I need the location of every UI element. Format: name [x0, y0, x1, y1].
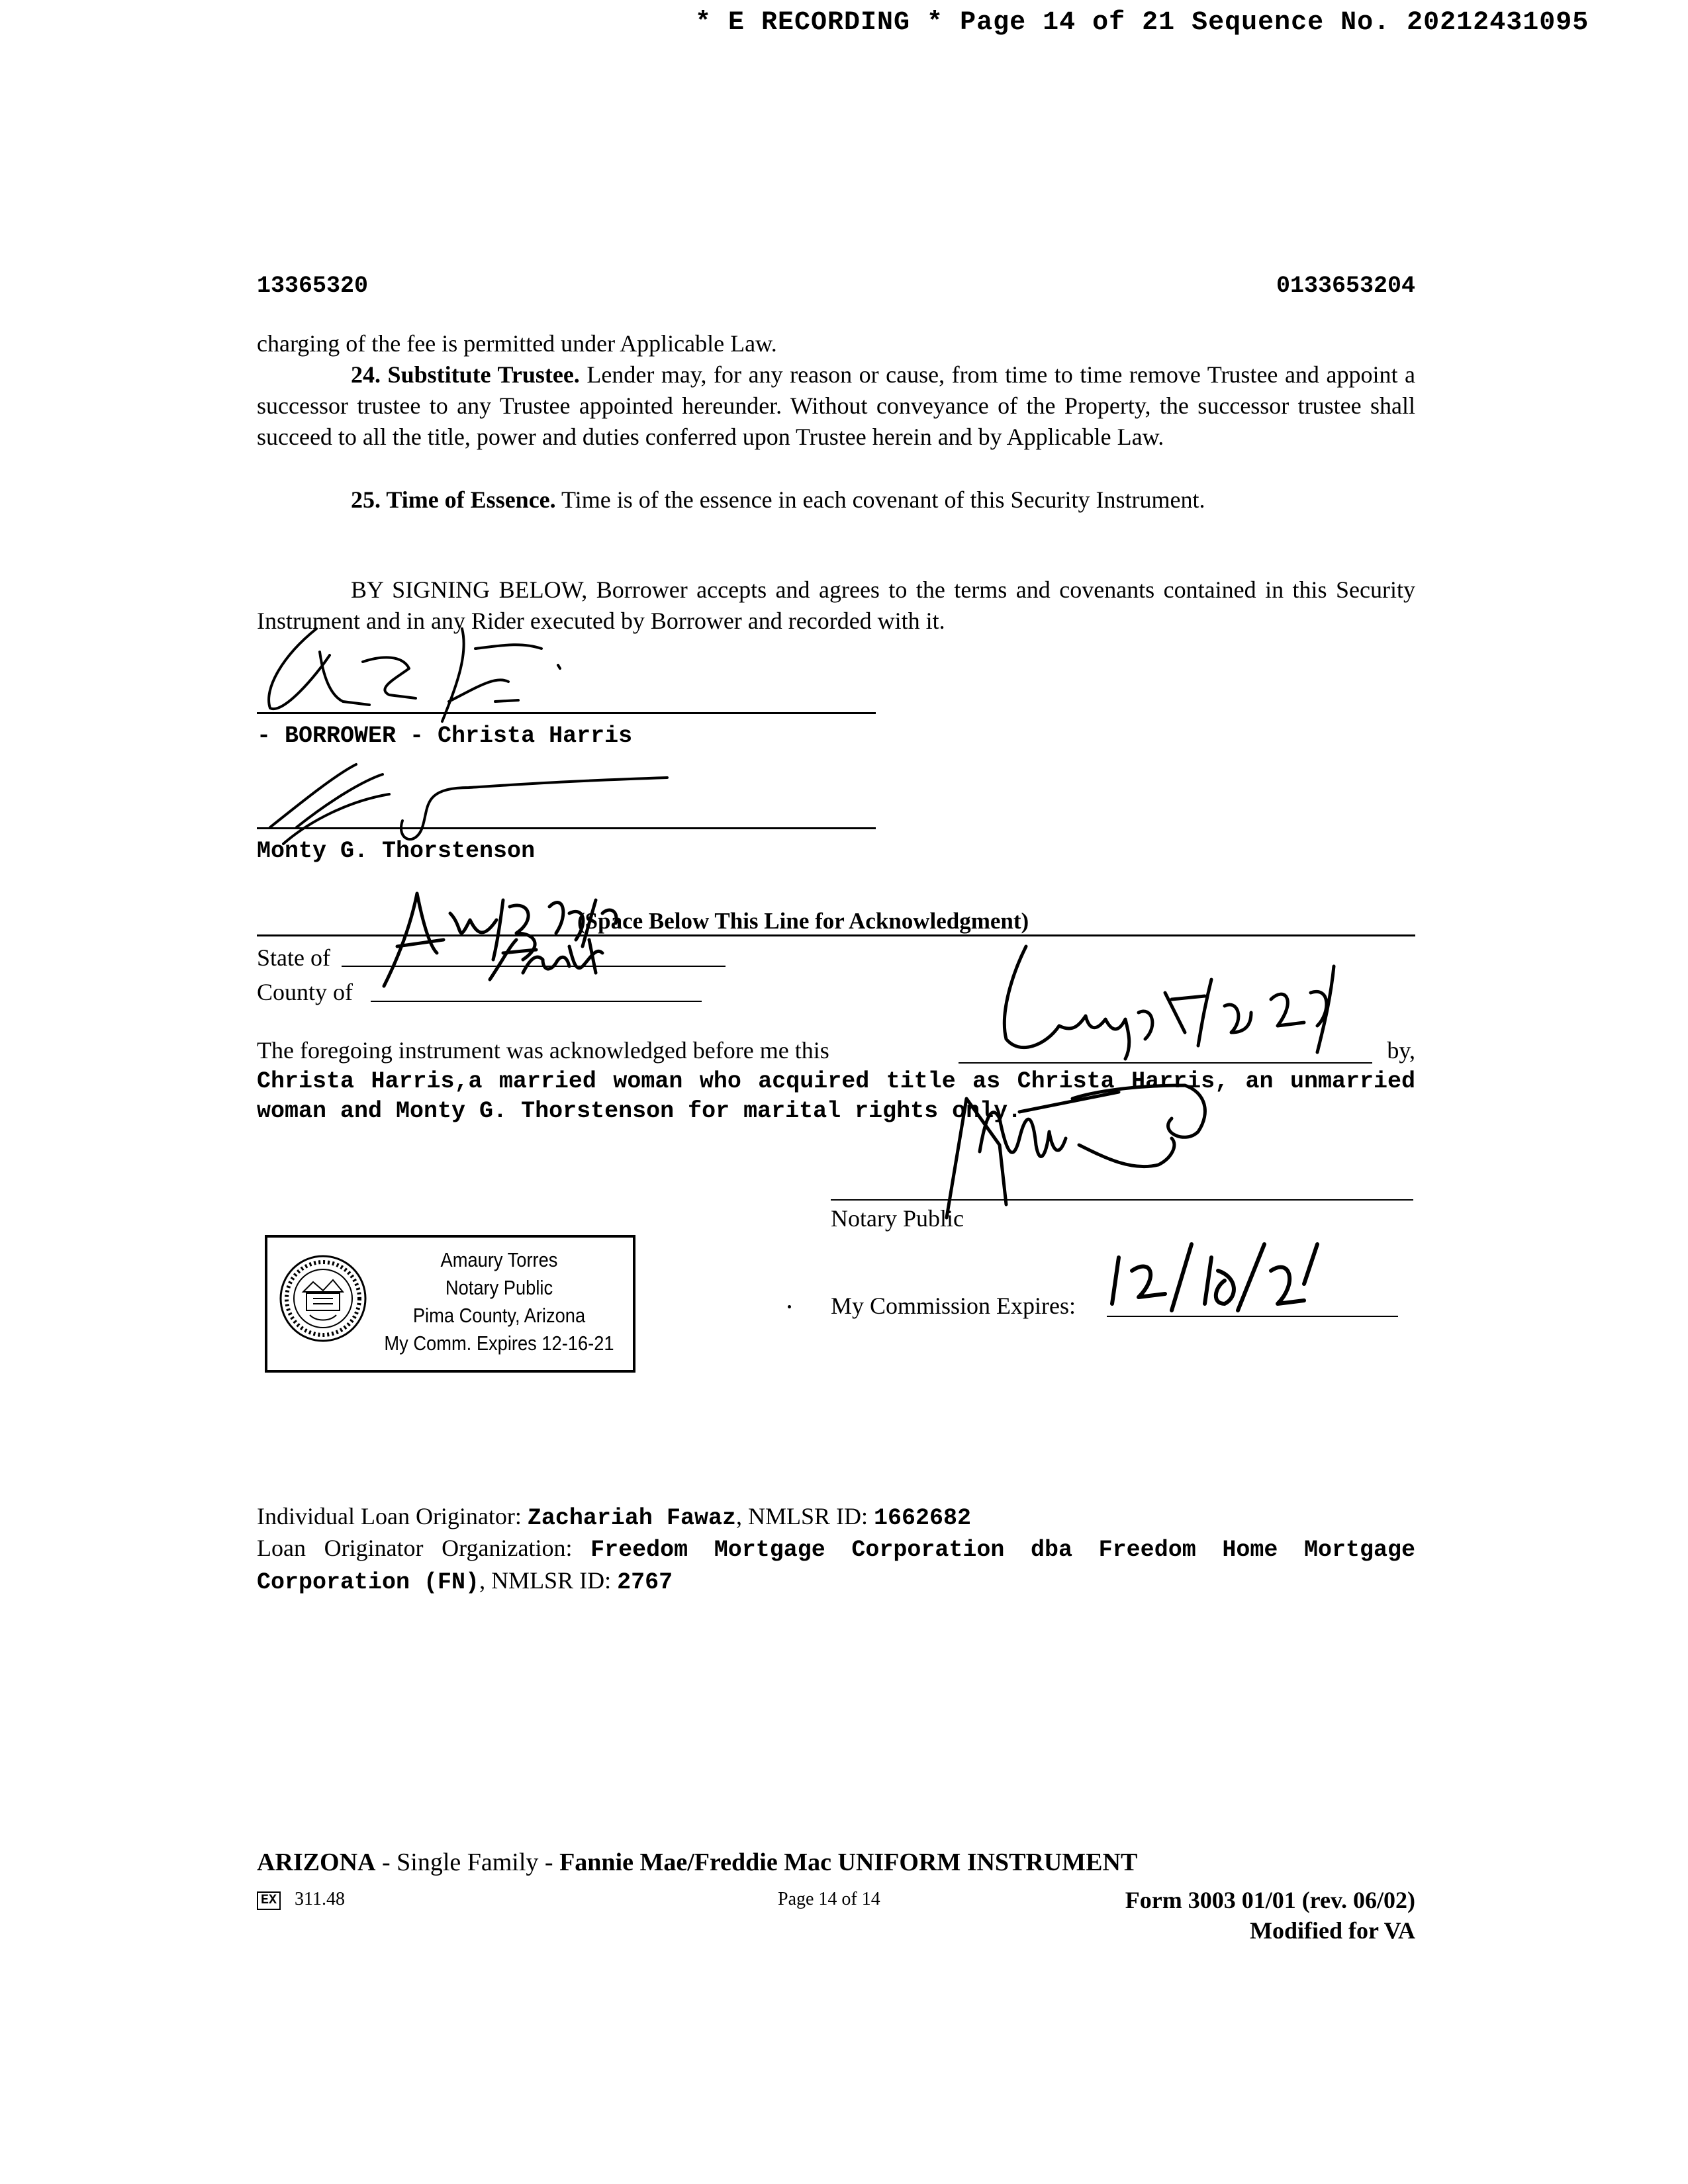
- signing-statement: BY SIGNING BELOW, Borrower accepts and agrees to the terms and covenants contained in this Security Instrument and in any Rider executed by Borrower and recorded with it.: [257, 576, 1415, 634]
- individual-originator-name: Zachariah Fawaz: [527, 1505, 736, 1531]
- individual-nmlsr-label: , NMLSR ID:: [735, 1503, 874, 1529]
- borrower1-signature: [257, 615, 720, 735]
- stray-dot: [788, 1305, 791, 1308]
- org-nmlsr-label: , NMLSR ID:: [479, 1567, 618, 1594]
- section-24-title: 24. Substitute Trustee.: [351, 361, 580, 388]
- acknowledgment-date-handwriting: [973, 940, 1383, 1066]
- footer-type: - Single Family -: [375, 1848, 560, 1876]
- section-25: [257, 484, 1415, 516]
- notary-stamp: [265, 1235, 635, 1373]
- footer-form: [1125, 1885, 1415, 1946]
- recording-header: * E RECORDING * Page 14 of 21 Sequence No. 20212431095: [695, 8, 1589, 38]
- individual-nmlsr-id: 1662682: [874, 1505, 972, 1531]
- section-25-text: Time is of the essence in each covenant of this Security Instrument.: [555, 486, 1205, 513]
- borrower1-label: - BORROWER - Christa Harris: [257, 723, 633, 749]
- commission-date-handwriting: [1105, 1218, 1344, 1324]
- loan-number-left: 13365320: [257, 273, 369, 299]
- section-24: [257, 359, 1415, 453]
- acknowledgment-divider-text: (Space Below This Line for Acknowledgment): [577, 908, 1029, 934]
- section-25-title: 25. Time of Essence.: [351, 486, 556, 513]
- org-name: Freedom Mortgage Corporation dba Freedom Home Mortgage Corporation (FN): [257, 1537, 1415, 1596]
- continuation-text: charging of the fee is permitted under Applicable Law.: [257, 330, 777, 357]
- section-24-text: Lender may, for any reason or cause, from time to time remove Trustee and appoint a successor trustee to any Trustee appointed hereunder. Without conveyance of the Property, the successor trustee shall succeed to all the title, power and duties conferred upon Trustee herein and by Applicable Law.: [257, 361, 1416, 450]
- acknowledged-prefix: The foregoing instrument was acknowledged before me this: [257, 1037, 829, 1064]
- stamp-expires: My Comm. Expires 12-16-21: [384, 1332, 614, 1355]
- state-label: State of: [257, 944, 330, 971]
- footer-code-number: 311.48: [295, 1889, 345, 1909]
- loan-number-right: 0133653204: [1276, 273, 1415, 299]
- arizona-state-seal-icon: [277, 1252, 369, 1345]
- stamp-county: Pima County, Arizona: [412, 1304, 586, 1327]
- footer-code: [257, 1889, 345, 1910]
- county-label: County of: [257, 979, 353, 1005]
- footer-state: ARIZONA: [257, 1848, 376, 1876]
- acknowledged-parties: Christa Harris,a married woman who acquired title as Christa Harris, an unmarried woman and Monty G. Thorstenson for marital rights only.: [257, 1068, 1415, 1124]
- state-county-handwriting: [371, 874, 688, 1006]
- individual-originator-label: Individual Loan Originator:: [257, 1503, 528, 1529]
- notary-signature-line: [831, 1199, 1413, 1201]
- footer-instrument: Fannie Mae/Freddie Mac UNIFORM INSTRUMENT: [559, 1848, 1138, 1876]
- stamp-title: Notary Public: [445, 1276, 553, 1299]
- originator-organization: [257, 1533, 1415, 1598]
- footer-title: [257, 1848, 1137, 1877]
- notary-label: Notary Public: [831, 1205, 964, 1232]
- footer-modified: Modified for VA: [1249, 1917, 1415, 1944]
- footer-code-box: EX: [257, 1891, 281, 1910]
- stamp-name: Amaury Torres: [440, 1248, 558, 1271]
- borrower2-label: Monty G. Thorstenson: [257, 838, 536, 864]
- commission-label: My Commission Expires:: [831, 1293, 1076, 1319]
- footer-form-number: Form 3003 01/01 (rev. 06/02): [1125, 1887, 1415, 1913]
- acknowledged-suffix: by,: [1387, 1037, 1415, 1064]
- notary-signature: [920, 1072, 1291, 1224]
- org-nmlsr-id: 2767: [617, 1569, 673, 1596]
- footer-page: Page 14 of 14: [778, 1889, 880, 1909]
- org-label: Loan Originator Organization:: [257, 1535, 591, 1561]
- borrower2-signature: [257, 754, 720, 847]
- individual-originator: [257, 1502, 971, 1531]
